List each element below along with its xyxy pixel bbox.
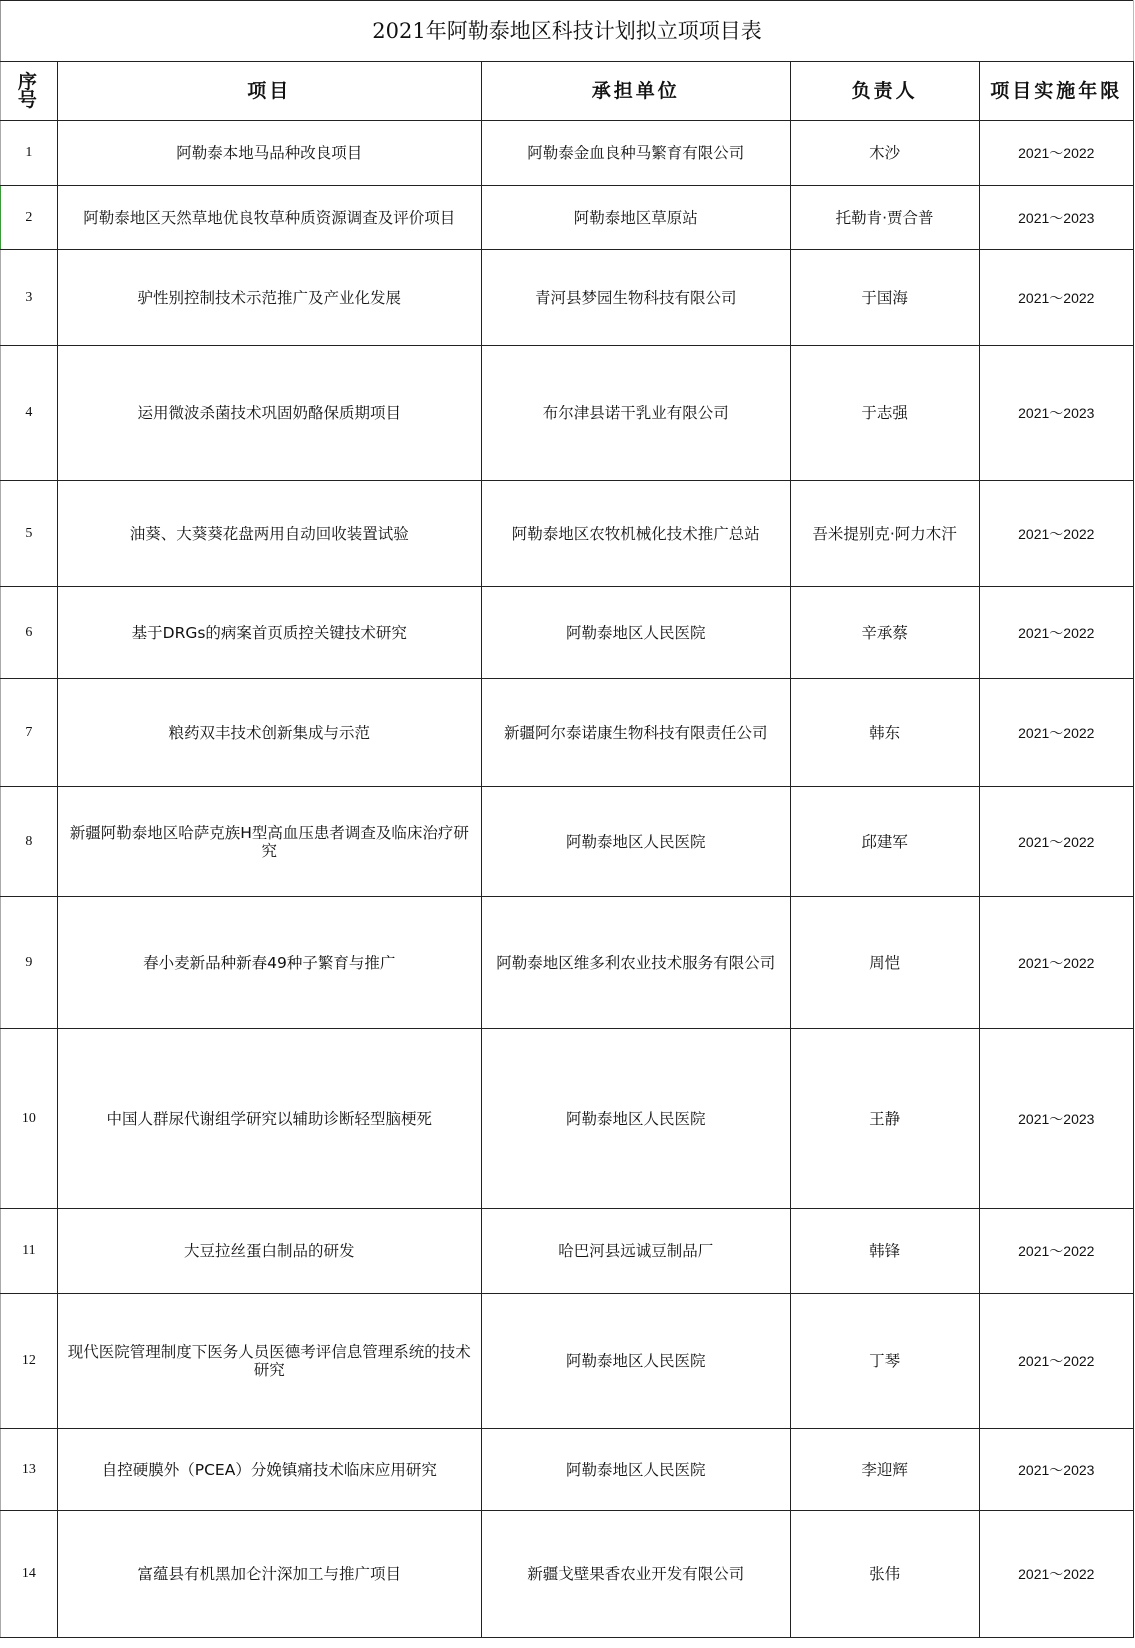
cell-project: 中国人群尿代谢组学研究以辅助诊断轻型脑梗死 — [57, 1029, 481, 1209]
cell-leader: 木沙 — [790, 121, 979, 186]
cell-unit: 阿勒泰地区人民医院 — [481, 1429, 790, 1511]
header-project: 项目 — [57, 62, 481, 121]
table-row — [1, 787, 1134, 897]
cell-unit: 新疆阿尔泰诺康生物科技有限责任公司 — [481, 679, 790, 787]
cell-unit: 阿勒泰地区人民医院 — [481, 587, 790, 679]
cell-period: 2021～2022 — [979, 897, 1133, 1029]
cell-unit: 布尔津县诺干乳业有限公司 — [481, 346, 790, 481]
cell-unit: 阿勒泰地区人民医院 — [481, 1029, 790, 1209]
cell-unit: 阿勒泰地区人民医院 — [481, 1294, 790, 1429]
table-row — [1, 121, 1134, 186]
cell-project: 油葵、大葵葵花盘两用自动回收装置试验 — [57, 481, 481, 587]
cell-period: 2021～2023 — [979, 1029, 1133, 1209]
cell-no: 3 — [1, 250, 58, 346]
cell-unit: 阿勒泰地区农牧机械化技术推广总站 — [481, 481, 790, 587]
cell-leader: 辛承蔡 — [790, 587, 979, 679]
cell-no: 8 — [1, 787, 58, 897]
cell-leader: 周恺 — [790, 897, 979, 1029]
table-row — [1, 587, 1134, 679]
cell-no: 10 — [1, 1029, 58, 1209]
cell-leader: 邱建军 — [790, 787, 979, 897]
cell-project: 现代医院管理制度下医务人员医德考评信息管理系统的技术研究 — [57, 1294, 481, 1429]
cell-leader: 吾米提别克·阿力木汗 — [790, 481, 979, 587]
table-row — [1, 897, 1134, 1029]
cell-project: 阿勒泰本地马品种改良项目 — [57, 121, 481, 186]
cell-project: 阿勒泰地区天然草地优良牧草种质资源调查及评价项目 — [57, 186, 481, 250]
cell-period: 2021～2023 — [979, 1429, 1133, 1511]
header-unit: 承担单位 — [481, 62, 790, 121]
cell-leader: 托勒肯·贾合普 — [790, 186, 979, 250]
cell-project: 运用微波杀菌技术巩固奶酪保质期项目 — [57, 346, 481, 481]
cell-period: 2021～2022 — [979, 1294, 1133, 1429]
cell-unit: 青河县梦园生物科技有限公司 — [481, 250, 790, 346]
cell-period: 2021～2022 — [979, 250, 1133, 346]
cell-project: 自控硬膜外（PCEA）分娩镇痛技术临床应用研究 — [57, 1429, 481, 1511]
cell-period: 2021～2022 — [979, 787, 1133, 897]
table-row — [1, 1294, 1134, 1429]
cell-period: 2021～2023 — [979, 346, 1133, 481]
header-leader: 负责人 — [790, 62, 979, 121]
cell-leader: 王静 — [790, 1029, 979, 1209]
cell-unit: 阿勒泰地区人民医院 — [481, 787, 790, 897]
cell-no: 13 — [1, 1429, 58, 1511]
cell-leader: 张伟 — [790, 1511, 979, 1638]
cell-project: 新疆阿勒泰地区哈萨克族H型高血压患者调查及临床治疗研究 — [57, 787, 481, 897]
table-row — [1, 346, 1134, 481]
header-period: 项目实施年限 — [979, 62, 1133, 121]
table-row — [1, 250, 1134, 346]
header-row — [1, 62, 1134, 121]
cell-leader: 于志强 — [790, 346, 979, 481]
cell-leader: 李迎辉 — [790, 1429, 979, 1511]
table-row — [1, 186, 1134, 250]
cell-unit: 阿勒泰地区草原站 — [481, 186, 790, 250]
table-row — [1, 1429, 1134, 1511]
cell-no: 9 — [1, 897, 58, 1029]
cell-period: 2021～2022 — [979, 1511, 1133, 1638]
cell-unit: 阿勒泰金血良种马繁育有限公司 — [481, 121, 790, 186]
cell-no: 2 — [1, 186, 58, 250]
cell-period: 2021～2022 — [979, 1209, 1133, 1294]
cell-no: 4 — [1, 346, 58, 481]
cell-leader: 韩东 — [790, 679, 979, 787]
cell-project: 基于DRGs的病案首页质控关键技术研究 — [57, 587, 481, 679]
table-row — [1, 1029, 1134, 1209]
table-row — [1, 1511, 1134, 1638]
header-no: 序号 — [1, 62, 58, 121]
cell-period: 2021～2022 — [979, 481, 1133, 587]
cell-no: 5 — [1, 481, 58, 587]
cell-period: 2021～2023 — [979, 186, 1133, 250]
title-row — [1, 1, 1134, 62]
cell-project: 驴性别控制技术示范推广及产业化发展 — [57, 250, 481, 346]
cell-no: 6 — [1, 587, 58, 679]
cell-no: 7 — [1, 679, 58, 787]
cell-leader: 韩锋 — [790, 1209, 979, 1294]
cell-no: 12 — [1, 1294, 58, 1429]
cell-no: 11 — [1, 1209, 58, 1294]
cell-unit: 阿勒泰地区维多利农业技术服务有限公司 — [481, 897, 790, 1029]
cell-no: 1 — [1, 121, 58, 186]
cell-period: 2021～2022 — [979, 587, 1133, 679]
cell-leader: 于国海 — [790, 250, 979, 346]
cell-unit: 哈巴河县远诚豆制品厂 — [481, 1209, 790, 1294]
cell-leader: 丁琴 — [790, 1294, 979, 1429]
table-row — [1, 1209, 1134, 1294]
cell-unit: 新疆戈壁果香农业开发有限公司 — [481, 1511, 790, 1638]
cell-no: 14 — [1, 1511, 58, 1638]
cell-period: 2021～2022 — [979, 679, 1133, 787]
cell-period: 2021～2022 — [979, 121, 1133, 186]
table-title: 2021年阿勒泰地区科技计划拟立项项目表 — [1, 1, 1134, 62]
cell-project: 富蕴县有机黑加仑汁深加工与推广项目 — [57, 1511, 481, 1638]
cell-project: 粮药双丰技术创新集成与示范 — [57, 679, 481, 787]
table-row — [1, 481, 1134, 587]
cell-project: 大豆拉丝蛋白制品的研发 — [57, 1209, 481, 1294]
cell-project: 春小麦新品种新春49种子繁育与推广 — [57, 897, 481, 1029]
table-row — [1, 679, 1134, 787]
